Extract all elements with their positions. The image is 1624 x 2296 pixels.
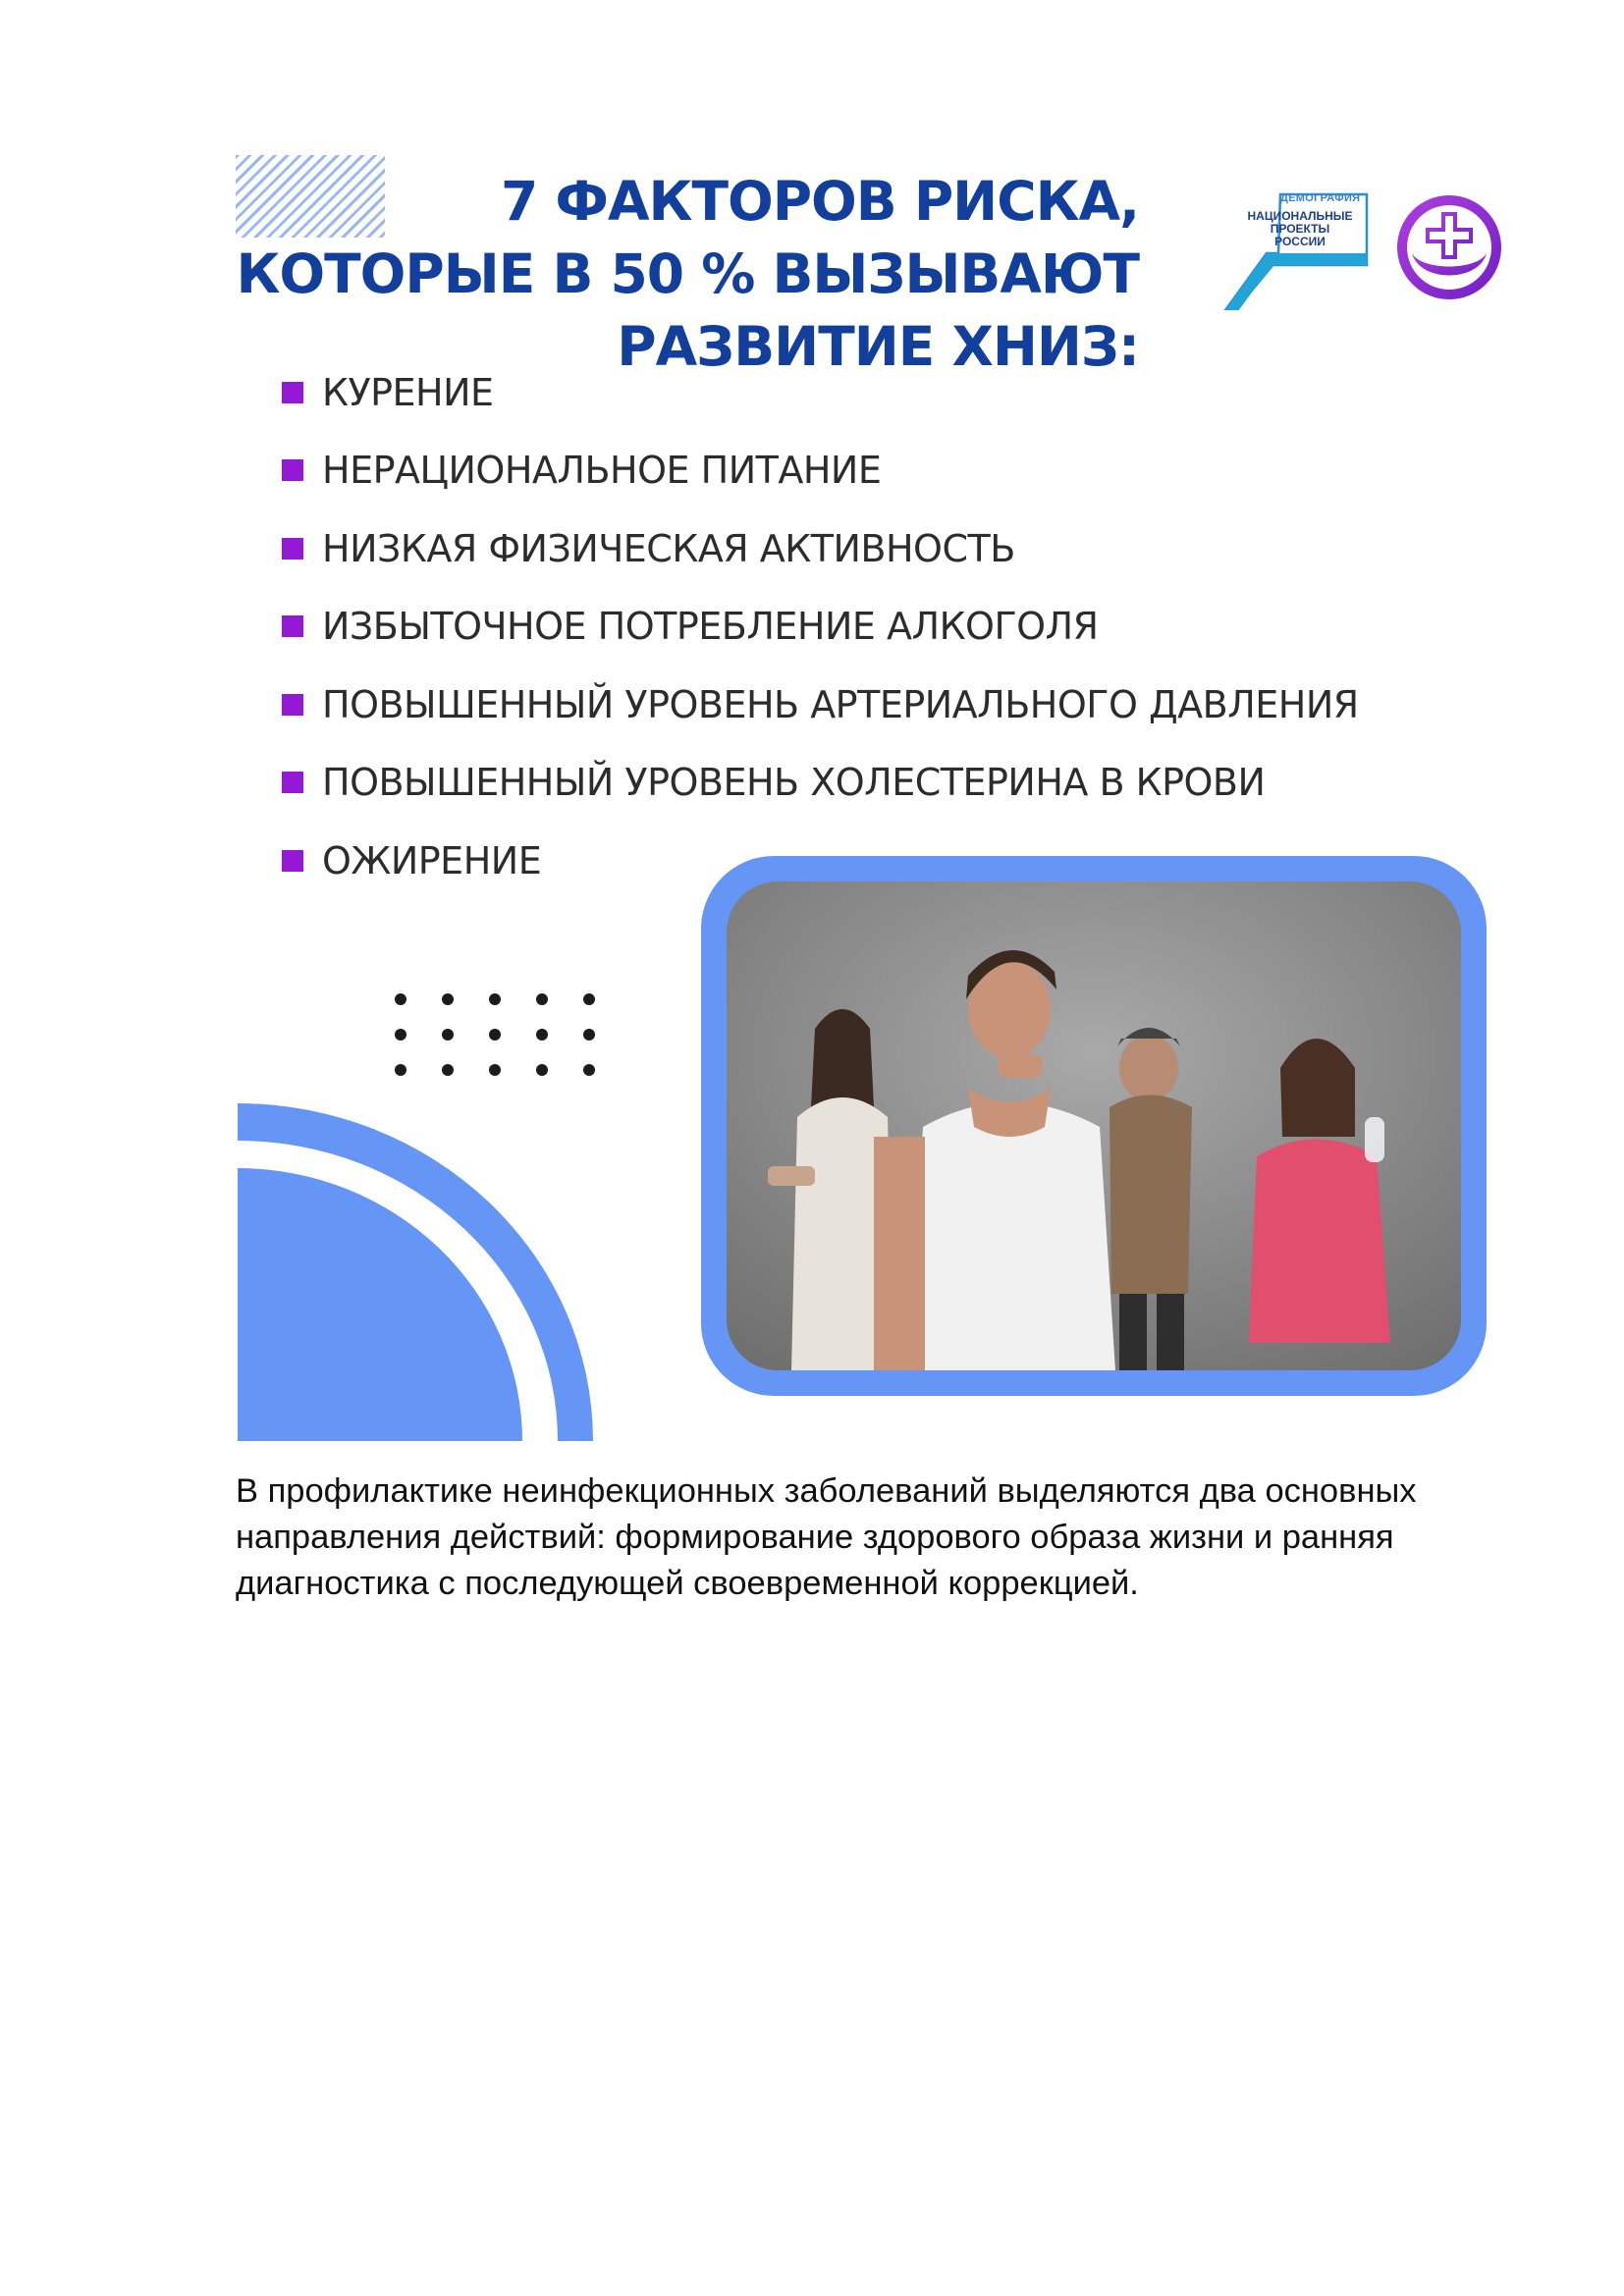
- np-line-2: ПРОЕКТЫ: [1270, 222, 1330, 236]
- risk-factor-label: НЕРАЦИОНАЛЬНОЕ ПИТАНИЕ: [322, 449, 882, 493]
- list-item: [282, 509, 1359, 588]
- title-line-1: 7 ФАКТОРОВ РИСКА,: [500, 170, 1139, 233]
- bullet-square-icon: [282, 850, 303, 872]
- list-item: [282, 353, 1359, 432]
- risk-factor-label: ОЖИРЕНИЕ: [322, 838, 542, 882]
- photo-frame: [701, 856, 1487, 1396]
- list-item: [282, 588, 1359, 667]
- medical-cross-icon: [1394, 192, 1504, 302]
- risk-factor-label: НИЗКАЯ ФИЗИЧЕСКАЯ АКТИВНОСТЬ: [322, 526, 1015, 570]
- title-line-3: РАЗВИТИЕ ХНИЗ:: [617, 315, 1139, 378]
- decorative-quarter-circle: [238, 1103, 597, 1441]
- risk-factor-label: КУРЕНИЕ: [322, 370, 494, 414]
- national-projects-text: [1245, 210, 1355, 248]
- bullet-square-icon: [282, 694, 303, 716]
- people-illustration-icon: [727, 881, 1461, 1370]
- list-item: [282, 744, 1359, 823]
- risk-factor-label: ПОВЫШЕННЫЙ УРОВЕНЬ АРТЕРИАЛЬНОГО ДАВЛЕНИЯ: [322, 682, 1359, 726]
- prevention-paragraph: В профилактике неинфекционных заболеваний выделяются два основных направления действий: формирование здорового образа жизни и ранняя диагностика с последующей своевременной коррекцией.: [236, 1472, 1417, 1602]
- people-risk-photo: [727, 881, 1461, 1370]
- list-item: [282, 666, 1359, 744]
- risk-factor-label: ПОВЫШЕННЫЙ УРОВЕНЬ ХОЛЕСТЕРИНА В КРОВИ: [322, 761, 1266, 805]
- page-title: [236, 165, 1139, 383]
- decorative-dot-grid: [393, 991, 599, 1080]
- national-projects-tag: ДЕМОГРАФИЯ: [1280, 192, 1361, 204]
- risk-factor-label: ИЗБЫТОЧНОЕ ПОТРЕБЛЕНИЕ АЛКОГОЛЯ: [322, 605, 1099, 649]
- list-item: [282, 432, 1359, 510]
- np-line-1: НАЦИОНАЛЬНЫЕ: [1247, 209, 1353, 223]
- bullet-square-icon: [282, 615, 303, 637]
- title-line-2: КОТОРЫЕ В 50 % ВЫЗЫВАЮТ: [236, 242, 1139, 305]
- bullet-square-icon: [282, 459, 303, 481]
- bullet-square-icon: [282, 382, 303, 403]
- risk-factor-list: [282, 353, 1359, 900]
- national-projects-logo: [1223, 192, 1371, 310]
- np-line-3: РОССИИ: [1274, 235, 1326, 248]
- medical-cross-logo: [1394, 192, 1504, 302]
- bullet-square-icon: [282, 772, 303, 793]
- bullet-square-icon: [282, 538, 303, 560]
